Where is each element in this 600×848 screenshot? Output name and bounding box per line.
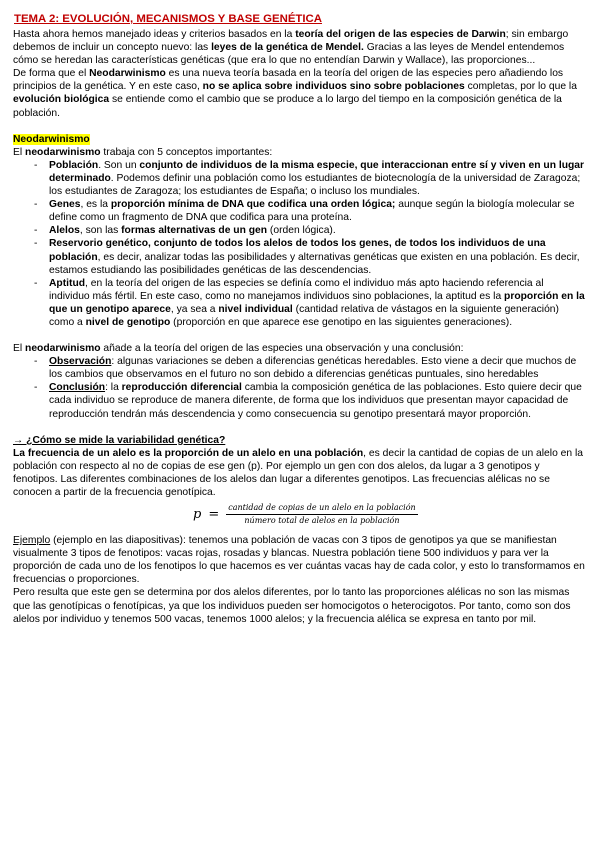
question-heading: → ¿Cómo se mide la variabilidad genética? bbox=[13, 434, 226, 446]
text-run: (cantidad relativa de vástagos en la siguiente generación) como a bbox=[49, 303, 559, 328]
text-run: cambia la composición genética de las poblaciones. Esto quiere decir que cada individuo se reproduce de manera diferente, de forma que los individuos que presentan mayor capacidad de reproducción tendrán más descendencia y como consecuencia su genotipo presentará mayor proporción. bbox=[49, 382, 582, 420]
text-run: , ya sea a bbox=[170, 303, 219, 315]
text-run: se entiende como el cambio que se produce a lo largo del tiempo en la composición genética de la población. bbox=[13, 94, 562, 119]
observations-list bbox=[13, 355, 586, 420]
bold-run: Población bbox=[49, 159, 99, 171]
list-item bbox=[49, 237, 586, 276]
bold-run: neodarwinismo bbox=[25, 343, 101, 355]
text-run: (ejemplo en las diapositivas): tenemos una población de vacas con 3 tipos de genotipos ya que se manifiestan visualmente 3 tipos de fenotipos: vacas rojas, rosadas y blancas. Nuestra población tiene 500 individuos y para ver la proporción de cada uno de los fenotipos lo que hacemos es ver cuántas vacas hay de cada color, y esto lo transformamos en frecuencias o proporciones. bbox=[13, 535, 585, 586]
text-run: El bbox=[13, 146, 26, 158]
text-run: : algunas variaciones se deben a diferencias genéticas heredables. Esto viene a decir que muchos de los cambios que observamos en el futuro no son debido a diferencias genéticas puntuales, sino heredables bbox=[49, 356, 577, 381]
text-run: (proporción en que aparece ese genotipo en las siguientes generaciones). bbox=[170, 316, 513, 328]
intro-paragraph-1 bbox=[13, 28, 586, 67]
concepts-list bbox=[13, 159, 586, 329]
formula-denominator: número total de alelos en la población bbox=[244, 516, 400, 526]
text-run: , es la bbox=[80, 199, 111, 211]
text-run: , son las bbox=[79, 225, 122, 237]
formula-fraction bbox=[226, 503, 417, 526]
bold-run: proporción mínima de DNA que codifica una orden lógica; bbox=[110, 199, 396, 211]
text-run: Hasta ahora hemos manejado ideas y criterios basados en la bbox=[13, 29, 296, 40]
bold-run: evolución biológica bbox=[13, 94, 110, 106]
highlighted-heading: Neodarwinismo bbox=[13, 133, 90, 145]
bold-run: neodarwinismo bbox=[25, 146, 101, 158]
bold-run: Reservorio genético, conjunto de todos los alelos de todos los genes, de todos los individuos de una población bbox=[49, 238, 546, 263]
underlined-run: Ejemplo bbox=[13, 535, 51, 547]
bold-run: conjunto de individuos de la misma especie, que interaccionan entre sí y viven en un lugar determinado bbox=[49, 159, 585, 184]
text-run: añade a la teoría del origen de las especies una observación y una conclusión: bbox=[100, 343, 464, 355]
bold-run: La frecuencia de un alelo es la proporción de un alelo en una población bbox=[13, 447, 364, 459]
bold-run: reproducción diferencial bbox=[121, 382, 242, 394]
text-run: completas, por lo que la bbox=[464, 81, 577, 93]
bold-run: Aptitud bbox=[49, 277, 86, 289]
example-paragraph-1 bbox=[13, 534, 586, 586]
list-item bbox=[49, 355, 586, 381]
bold-run: Alelos bbox=[49, 225, 80, 237]
text-run: El bbox=[13, 343, 26, 355]
text-run: , es decir la cantidad de copias de un alelo en la población con respecto al no de copias de ese gen (p). Por ejemplo un gen con dos alelos, da lugar a 3 genotipos y fenotipos. Las diferentes combinaciones de los alelos dan lugar a diferentes genotipos. Las frecuencias alélicas no se conocen a partir de la frecuencia genotípica. bbox=[13, 447, 583, 498]
text-run: . Podemos definir una población como los estudiantes de biotecnología de la universidad de Zaragoza; los estudiantes de Zaragoza; los estudiantes de España; o incluso los mundiales. bbox=[49, 172, 581, 198]
bold-run: leyes de la genética de Mendel. bbox=[211, 42, 364, 54]
text-run: , en la teoría del origen de las especies se definía como el individuo más apto haciendo referencia al individuo más fértil. En este caso, como no manejamos individuos sino poblaciones, la aptitud es la bbox=[49, 277, 544, 302]
text-run: De forma que el bbox=[13, 68, 90, 80]
intro-paragraph-2 bbox=[13, 67, 586, 119]
bold-run: formas alternativas de un gen bbox=[121, 225, 268, 237]
bold-run: nivel de genotipo bbox=[85, 316, 171, 328]
list-item bbox=[49, 198, 586, 224]
frequency-paragraph bbox=[13, 447, 586, 499]
text-run: aunque según la biología molecular se define como un fragmento de DNA que codifica para una proteína. bbox=[49, 199, 575, 224]
bold-underlined-label: Observación bbox=[49, 356, 112, 368]
text-run: (orden lógica). bbox=[267, 225, 336, 237]
bold-underlined-label: Conclusión bbox=[49, 382, 106, 394]
neo-adds-paragraph bbox=[13, 342, 586, 355]
text-run: : la bbox=[105, 382, 122, 394]
list-item bbox=[49, 381, 586, 420]
list-item bbox=[49, 159, 586, 198]
text-run: , es decir, analizar todas las posibilidades y alternativas genéticas que existen en una población. Es decir, estamos estudiando las posibilidades genéticas de las descendencias. bbox=[49, 251, 580, 276]
section-heading-neodarwinismo bbox=[13, 133, 586, 146]
list-item bbox=[49, 224, 586, 237]
bold-run: nivel individual bbox=[218, 303, 293, 315]
text-run: trabaja con 5 conceptos importantes: bbox=[100, 146, 273, 158]
text-run: ; sin embargo debemos de incluir un concepto nuevo: las bbox=[13, 29, 569, 54]
formula-equals: = bbox=[208, 507, 220, 523]
text-run: Gracias a las leyes de Mendel entendemos cómo se heredan las características genéticas (que era lo que no entendían Darwin y Wallace), las proporciones... bbox=[13, 42, 565, 67]
neo-intro-paragraph bbox=[13, 146, 586, 159]
allele-frequency-formula bbox=[193, 503, 586, 526]
bold-run: no se aplica sobre individuos sino sobre poblaciones bbox=[202, 81, 465, 93]
document-title: TEMA 2: EVOLUCIÓN, MECANISMOS Y BASE GENÉTICA bbox=[14, 13, 323, 25]
bold-run: Neodarwinismo bbox=[89, 68, 166, 80]
list-item bbox=[49, 277, 586, 329]
text-run: . Son un bbox=[98, 159, 140, 171]
text-run: es una nueva teoría basada en la teoría del origen de las especies pero añadiendo los principios de la genética. Y en este caso, bbox=[13, 68, 564, 93]
formula-numerator: cantidad de copias de un alelo en la población bbox=[226, 503, 417, 515]
bold-run: proporción en la que un genotipo aparece bbox=[49, 290, 585, 315]
bold-run: Genes bbox=[49, 199, 81, 211]
formula-variable: p bbox=[193, 507, 202, 523]
example-paragraph-2: Pero resulta que este gen se determina por dos alelos diferentes, por lo tanto las proporciones alélicas no son las mismas que las genotípicas o fenotípicas, ya que los individuos pueden ser homocigotos o heterocigotos. Por tanto, como son dos alelos por individuo y tenemos 500 vacas, tenemos 1000 alelos; y la frecuencia alélica se expresa en tanto por mil. bbox=[13, 587, 571, 625]
bold-run: teoría del origen de las especies de Darwin bbox=[295, 29, 506, 40]
